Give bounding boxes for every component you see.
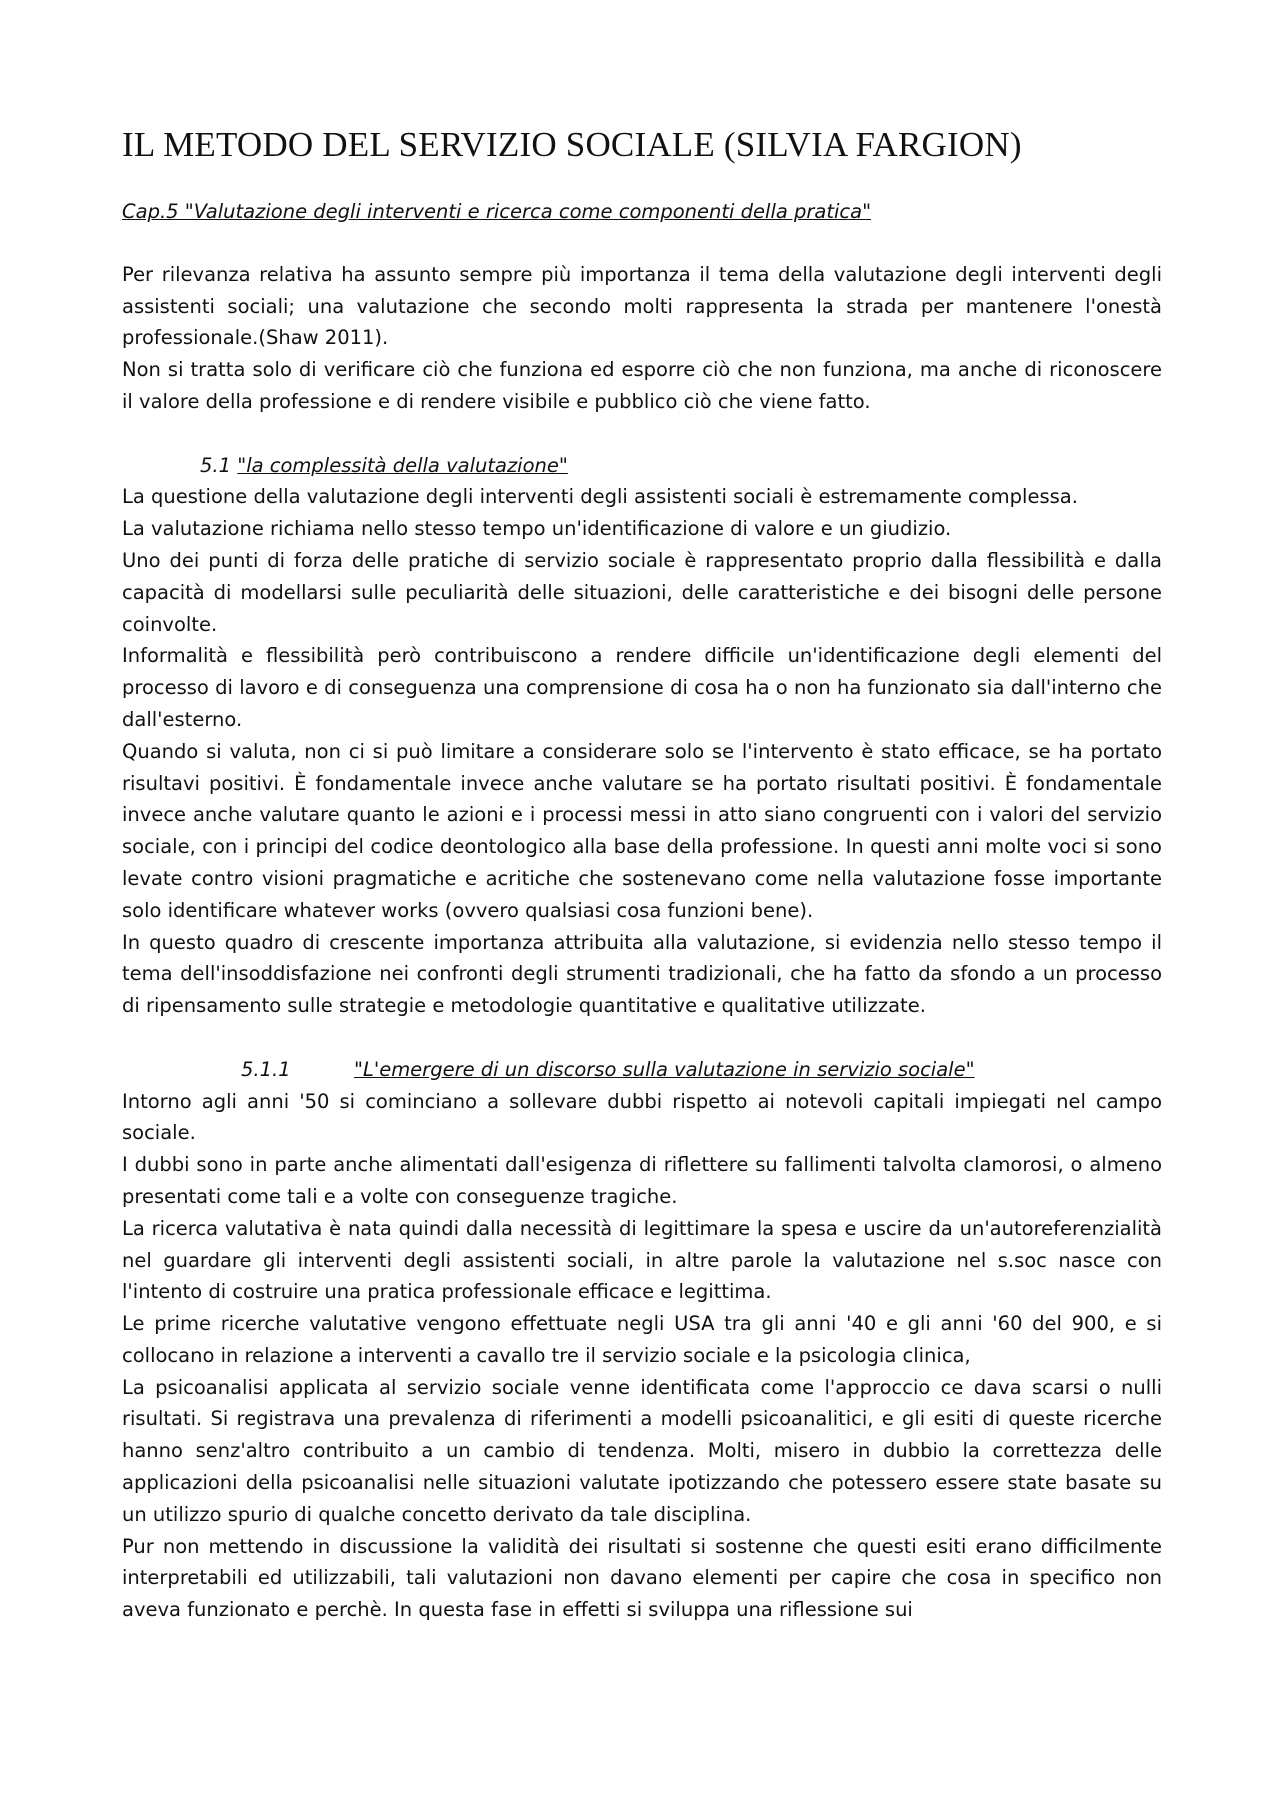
body-paragraph: Pur non mettendo in discussione la validità dei risultati si sostenne che questi esiti erano difficilmente interpretabili ed utilizzabili, tali valutazioni non davano elementi per capire che cosa in specifico non aveva funzionato e perchè. In questa fase in effetti si sviluppa una riflessione sui — [122, 1534, 1162, 1622]
body-paragraph: In questo quadro di crescente importanza attribuita alla valutazione, si evidenzia nello stesso tempo il tema dell'insoddisfazione nei confronti degli strumenti tradizionali, che ha fatto da sfondo a un processo di ripensamento sulle strategie e metodologie quantitative e qualitative utilizzate. — [122, 930, 1162, 1018]
body-paragraph: La valutazione richiama nello stesso tempo un'identificazione di valore e un giudizio. — [122, 517, 952, 541]
body-paragraph: La questione della valutazione degli interventi degli assistenti sociali è estremamente complessa. — [122, 485, 1078, 509]
intro-paragraph: Non si tratta solo di verificare ciò che funziona ed esporre ciò che non funziona, ma anche di riconoscere il valore della professione e di rendere visibile e pubblico ciò che viene fatto. — [122, 358, 1162, 413]
section-heading-5-1 — [122, 450, 1162, 482]
section-title: "L'emergere di un discorso sulla valutazione in servizio sociale" — [354, 1057, 975, 1081]
section-title: "la complessità della valutazione" — [237, 453, 568, 477]
document-body — [122, 120, 1162, 1626]
body-paragraph: Intorno agli anni '50 si cominciano a sollevare dubbi rispetto ai notevoli capitali impiegati nel campo sociale. — [122, 1089, 1162, 1145]
body-paragraph: I dubbi sono in parte anche alimentati dall'esigenza di riflettere su fallimenti talvolta clamorosi, o almeno presentati come tali e a volte con conseguenze tragiche. — [122, 1153, 1162, 1208]
chapter-heading: Cap.5 "Valutazione degli interventi e ricerca come componenti della pratica" — [122, 200, 872, 223]
body-paragraph: Informalità e flessibilità però contribuiscono a rendere difficile un'identificazione degli elementi del processo di lavoro e di conseguenza una comprensione di cosa ha o non ha funzionato sia dall'interno che dall'esterno. — [122, 644, 1162, 731]
section-heading-5-1-1 — [122, 1054, 1162, 1086]
intro-paragraph: Per rilevanza relativa ha assunto sempre più importanza il tema della valutazione degli interventi degli assistenti sociali; una valutazione che secondo molti rappresenta la strada per mantenere l'onestà professionale.(Shaw 2011). — [122, 262, 1162, 350]
body-paragraph: Le prime ricerche valutative vengono effettuate negli USA tra gli anni '40 e gli anni '60 del 900, e si collocano in relazione a interventi a cavallo tre il servizio sociale e la psicologia clinica, — [122, 1312, 1162, 1367]
body-paragraph: Quando si valuta, non ci si può limitare a considerare solo se l'intervento è stato efficace, se ha portato risultavi positivi. È fondamentale invece anche valutare se ha portato risultati positivi. È fondamentale invece anche valutare quanto le azioni e i processi messi in atto siano congruenti con i valori del servizio sociale, con i principi del codice deontologico alla base della professione. In questi anni molte voci si sono levate contro visioni pragmatiche e acritiche che sostenevano come nella valutazione fosse importante solo identificare whatever works (ovvero qualsiasi cosa funzioni bene). — [122, 739, 1162, 922]
section-number: 5.1 — [200, 453, 232, 477]
section-number: 5.1.1 — [241, 1057, 291, 1081]
body-paragraph: La psicoanalisi applicata al servizio sociale venne identificata come l'approccio ce dava scarsi o nulli risultati. Si registrava una prevalenza di riferimenti a modelli psicoanalitici, e gli esiti di queste ricerche hanno senz'altro contribuito a un cambio di tendenza. Molti, misero in dubbio la correttezza delle applicazioni della psicoanalisi nelle situazioni valutate ipotizzando che potessero essere state basate su un utilizzo spurio di qualche concetto derivato da tale disciplina. — [122, 1375, 1162, 1526]
blank-line — [122, 418, 1162, 450]
document-title: IL METODO DEL SERVIZIO SOCIALE (SILVIA FARGION) — [122, 125, 1022, 164]
body-paragraph: Uno dei punti di forza delle pratiche di servizio sociale è rappresentato proprio dalla flessibilità e dalla capacità di modellarsi sulle peculiarità delle situazioni, delle caratteristiche e dei bisogni delle persone coinvolte. — [122, 548, 1162, 636]
body-paragraph: La ricerca valutativa è nata quindi dalla necessità di legittimare la spesa e uscire da un'autoreferenzialità nel guardare gli interventi degli assistenti sociali, in altre parole la valutazione nel s.soc nasce con l'intento di costruire una pratica professionale efficace e legittima. — [122, 1216, 1162, 1304]
blank-line — [122, 1022, 1162, 1054]
